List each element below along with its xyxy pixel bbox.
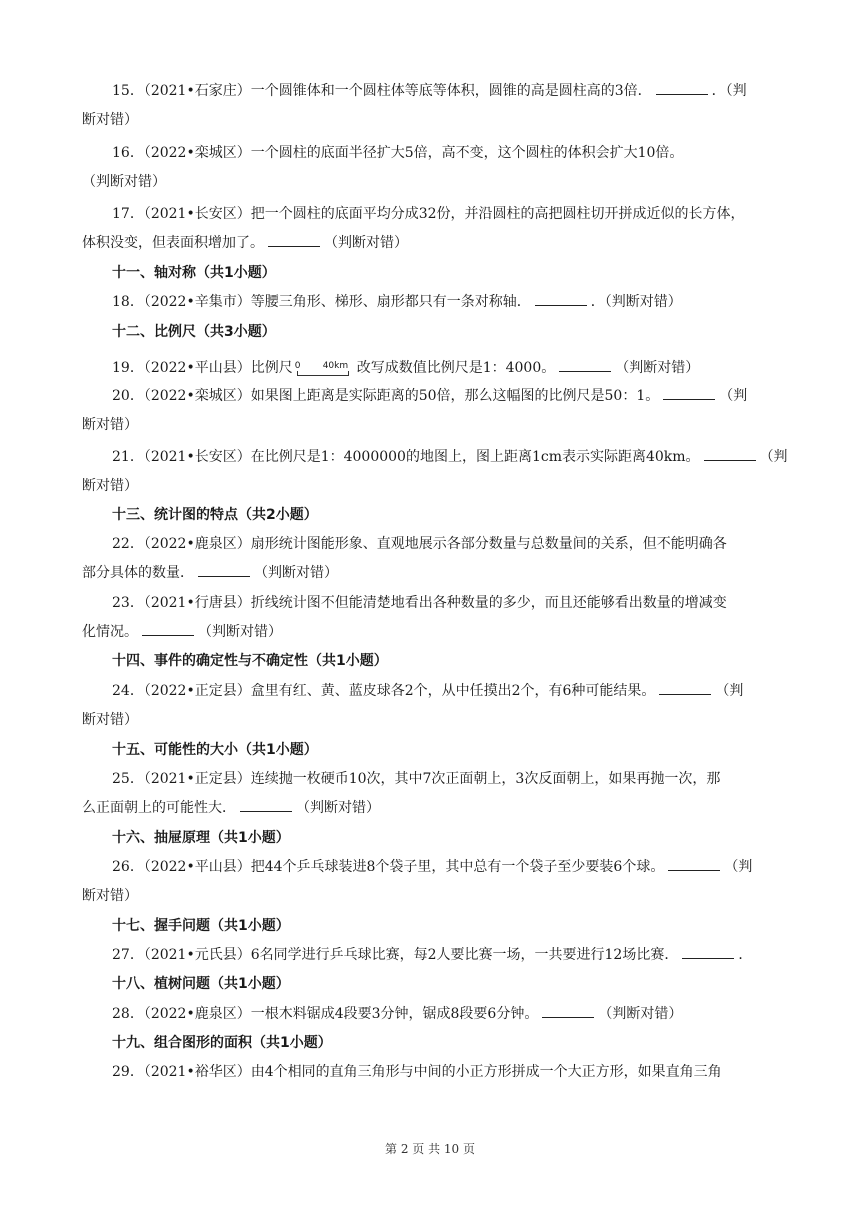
question-27-suffix: ． bbox=[738, 947, 753, 963]
question-17-line-1: 17．（2021•长安区）把一个圆柱的底面平均分成32份，并沿圆柱的高把圆柱切开拼成近似的长方体， bbox=[112, 206, 745, 222]
question-18-line bbox=[112, 291, 682, 313]
question-18-text: 18．（2022•辛集市）等腰三角形、梯形、扇形都只有一条对称轴． bbox=[112, 294, 531, 310]
answer-blank-18[interactable] bbox=[535, 291, 587, 306]
question-20-suffix: （判 bbox=[719, 388, 748, 404]
answer-blank-28[interactable] bbox=[542, 1003, 594, 1018]
question-26-line-1 bbox=[112, 856, 752, 878]
question-15-suffix: ．（判 bbox=[711, 83, 747, 99]
question-20-text: 20．（2022•栾城区）如果图上距离是实际距离的50倍，那么这幅图的比例尺是50：1。 bbox=[112, 388, 660, 404]
question-19-suffix: （判断对错） bbox=[615, 360, 700, 376]
question-23-text: 化情况。 bbox=[82, 624, 138, 640]
question-23-line-2 bbox=[82, 621, 282, 643]
question-19-text: 19．（2022•平山县）比例尺 bbox=[112, 360, 293, 376]
question-26-suffix: （判 bbox=[724, 859, 753, 875]
question-25-suffix: （判断对错） bbox=[296, 800, 380, 816]
question-24-line-2: 断对错） bbox=[82, 712, 138, 728]
question-28-line bbox=[112, 1003, 682, 1025]
question-22-text: 部分具体的数量． bbox=[82, 565, 194, 581]
question-27-line bbox=[112, 944, 752, 966]
question-24-line-1 bbox=[112, 680, 743, 702]
scale-bar-figure bbox=[295, 359, 355, 377]
question-23-line-1: 23．（2021•行唐县）折线统计图不但能清楚地看出各种数量的多少，而且还能够看出数量的增减变 bbox=[112, 595, 727, 611]
question-20-line-1 bbox=[112, 385, 747, 407]
question-21-text: 21．（2021•长安区）在比例尺是1：4000000的地图上，图上距离1cm表示实际距离40km。 bbox=[112, 449, 700, 465]
question-16-line-2: （判断对错） bbox=[82, 174, 166, 190]
answer-blank-21[interactable] bbox=[704, 446, 756, 461]
question-24-text: 24．（2022•正定县）盒里有红、黄、蓝皮球各2个，从中任摸出2个，有6种可能结果。 bbox=[112, 683, 656, 699]
answer-blank-20[interactable] bbox=[663, 385, 715, 400]
question-28-suffix: （判断对错） bbox=[598, 1006, 683, 1022]
section-heading-15: 十五、可能性的大小（共1小题） bbox=[112, 742, 318, 758]
question-18-suffix: ．（判断对错） bbox=[590, 294, 682, 310]
section-heading-13: 十三、统计图的特点（共2小题） bbox=[112, 507, 318, 523]
question-27-text: 27．（2021•元氏县）6名同学进行乒乓球比赛，每2人要比赛一场，一共要进行12场比赛． bbox=[112, 947, 679, 963]
question-16-line-1: 16．（2022•栾城区）一个圆柱的底面半径扩大5倍，高不变，这个圆柱的体积会扩大10倍。 bbox=[112, 145, 684, 161]
question-28-text: 28．（2022•鹿泉区）一根木料锯成4段要3分钟，锯成8段要6分钟。 bbox=[112, 1006, 539, 1022]
section-heading-12: 十二、比例尺（共3小题） bbox=[112, 324, 276, 340]
section-heading-11: 十一、轴对称（共1小题） bbox=[112, 265, 276, 281]
question-15-text: 15．（2021•石家庄）一个圆锥体和一个圆柱体等底等体积，圆锥的高是圆柱高的3倍． bbox=[112, 83, 652, 99]
question-25-line-2 bbox=[82, 797, 380, 819]
question-15-line-2: 断对错） bbox=[82, 112, 138, 128]
question-29-line-1: 29．（2021•裕华区）由4个相同的直角三角形与中间的小正方形拼成一个大正方形，如果直角三角 bbox=[112, 1064, 722, 1080]
section-heading-19: 十九、组合图形的面积（共1小题） bbox=[112, 1035, 332, 1051]
answer-blank-24[interactable] bbox=[659, 680, 711, 695]
question-17-line-2 bbox=[82, 232, 408, 254]
section-heading-18: 十八、植树问题（共1小题） bbox=[112, 976, 290, 992]
page-footer: 第 2 页 共 10 页 bbox=[385, 1142, 475, 1156]
question-22-line-2 bbox=[82, 562, 338, 584]
section-heading-17: 十七、握手问题（共1小题） bbox=[112, 918, 290, 934]
answer-blank-27[interactable] bbox=[682, 944, 734, 959]
question-21-line-1 bbox=[112, 446, 788, 468]
question-15-line-1 bbox=[112, 80, 747, 102]
question-25-line-1: 25．（2021•正定县）连续抛一枚硬币10次，其中7次正面朝上，3次反面朝上，如果再抛一次，那 bbox=[112, 771, 721, 787]
question-21-suffix: （判 bbox=[759, 449, 788, 465]
answer-blank-19[interactable] bbox=[559, 357, 611, 372]
question-26-text: 26．（2022•平山县）把44个乒乓球装进8个袋子里，其中总有一个袋子至少要装6个球。 bbox=[112, 859, 665, 875]
question-21-line-2: 断对错） bbox=[82, 478, 138, 494]
scale-label-zero: 0 bbox=[294, 361, 301, 371]
scale-label-40km: 40km bbox=[322, 361, 349, 371]
question-22-line-1: 22．（2022•鹿泉区）扇形统计图能形象、直观地展示各部分数量与总数量间的关系，但不能明确各 bbox=[112, 536, 727, 552]
question-22-suffix: （判断对错） bbox=[254, 565, 338, 581]
answer-blank-15[interactable] bbox=[656, 80, 708, 95]
answer-blank-26[interactable] bbox=[668, 856, 720, 871]
section-heading-16: 十六、抽屉原理（共1小题） bbox=[112, 830, 290, 846]
question-17-text: 体积没变，但表面积增加了。 bbox=[82, 235, 264, 251]
question-23-suffix: （判断对错） bbox=[198, 624, 282, 640]
scale-bar-line bbox=[297, 371, 349, 376]
question-26-line-2: 断对错） bbox=[82, 888, 138, 904]
question-17-suffix: （判断对错） bbox=[324, 235, 408, 251]
answer-blank-23[interactable] bbox=[142, 621, 194, 636]
question-24-suffix: （判 bbox=[715, 683, 744, 699]
question-20-line-2: 断对错） bbox=[82, 417, 138, 433]
answer-blank-17[interactable] bbox=[268, 232, 320, 247]
question-19-text-2: 改写成数值比例尺是1：4000。 bbox=[356, 360, 556, 376]
section-heading-14: 十四、事件的确定性与不确定性（共1小题） bbox=[112, 653, 388, 669]
question-25-text: 么正面朝上的可能性大． bbox=[82, 800, 236, 816]
answer-blank-25[interactable] bbox=[240, 797, 292, 812]
answer-blank-22[interactable] bbox=[198, 562, 250, 577]
question-19-line bbox=[112, 357, 699, 379]
